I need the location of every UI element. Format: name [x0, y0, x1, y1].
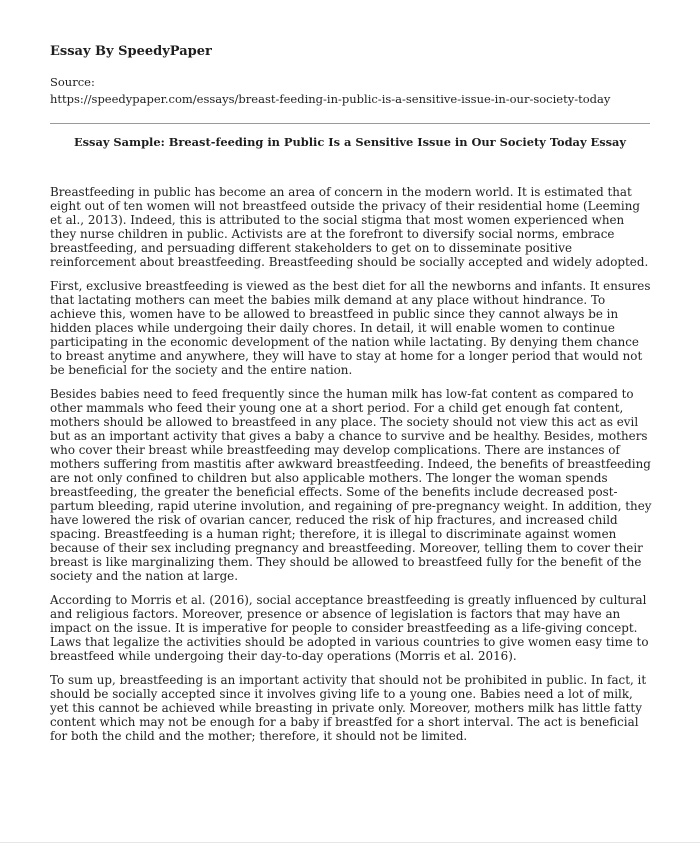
paragraph: To sum up, breastfeeding is an important activity that should not be prohibited in public. In fact, it should be socially accepted since it involves giving life to a young one. Babies need a lot of milk, yet this cannot be achieved while breasting in private only. Moreover, mothers milk has little fatty content which may not be enough for a baby if breastfed for a short interval. The act is beneficial for both the child and the mother; therefore, it should not be limited.: [50, 673, 647, 743]
essay-body: [50, 185, 653, 753]
essay-title: Essay Sample: Breast-feeding in Public Is a Sensitive Issue in Our Society Today Essay: [73, 135, 627, 149]
header-divider: [50, 123, 650, 124]
source-url: https://speedypaper.com/essays/breast-feeding-in-public-is-a-sensitive-issue-in-our-society-today: [50, 92, 611, 106]
source-block: [50, 74, 610, 108]
paragraph: Besides babies need to feed frequently since the human milk has low-fat content as compared to other mammals who feed their young one at a short period. For a child get enough fat content, mothers should be allowed to breastfeed in any place. The society should not view this act as evil but as an important activity that gives a baby a chance to survive and be healthy. Besides, mothers who cover their breast while breastfeeding may develop complications. There are instances of mothers suffering from mastitis after awkward breastfeeding. Indeed, the benefits of breastfeeding are not only confined to children but also applicable mothers. The longer the woman spends breastfeeding, the greater the beneficial effects. Some of the benefits include decreased post-partum bleeding, rapid uterine involution, and regaining of pre-pregnancy weight. In addition, they have lowered the risk of ovarian cancer, reduced the risk of hip fractures, and increased child spacing. Breastfeeding is a human right; therefore, it is illegal to discriminate against women because of their sex including pregnancy and breastfeeding. Moreover, telling them to cover their breast is like marginalizing them. They should be allowed to breastfeed fully for the benefit of the society and the nation at large.: [50, 387, 652, 583]
source-label: Source:: [50, 75, 95, 89]
page-bottom-divider: [0, 842, 700, 843]
paragraph: Breastfeeding in public has become an area of concern in the modern world. It is estimated that eight out of ten women will not breastfeed outside the privacy of their residential home (Leeming et al., 2013). Indeed, this is attributed to the social stigma that most women experienced when they nurse children in public. Activists are at the forefront to diversify social norms, embrace breastfeeding, and persuading different stakeholders to get on to disseminate positive reinforcement about breastfeeding. Breastfeeding should be socially accepted and widely adopted.: [50, 185, 649, 269]
paragraph: First, exclusive breastfeeding is viewed as the best diet for all the newborns and infants. It ensures that lactating mothers can meet the babies milk demand at any place without hindrance. To achieve this, women have to be allowed to breastfeed in public since they cannot always be in hidden places while undergoing their daily chores. In detail, it will enable women to continue participating in the economic development of the nation while lactating. By denying them chance to breast anytime and anywhere, they will have to stay at home for a longer period that would not be beneficial for the society and the entire nation.: [50, 279, 651, 377]
essay-author-heading: Essay By SpeedyPaper: [50, 44, 212, 59]
paragraph: According to Morris et al. (2016), social acceptance breastfeeding is greatly influenced by cultural and religious factors. Moreover, presence or absence of legislation is factors that may have an impact on the issue. It is imperative for people to consider breastfeeding as a life-giving concept. Laws that legalize the activities should be adopted in various countries to give women easy time to breastfeed while undergoing their day-to-day operations (Morris et al. 2016).: [50, 593, 649, 663]
